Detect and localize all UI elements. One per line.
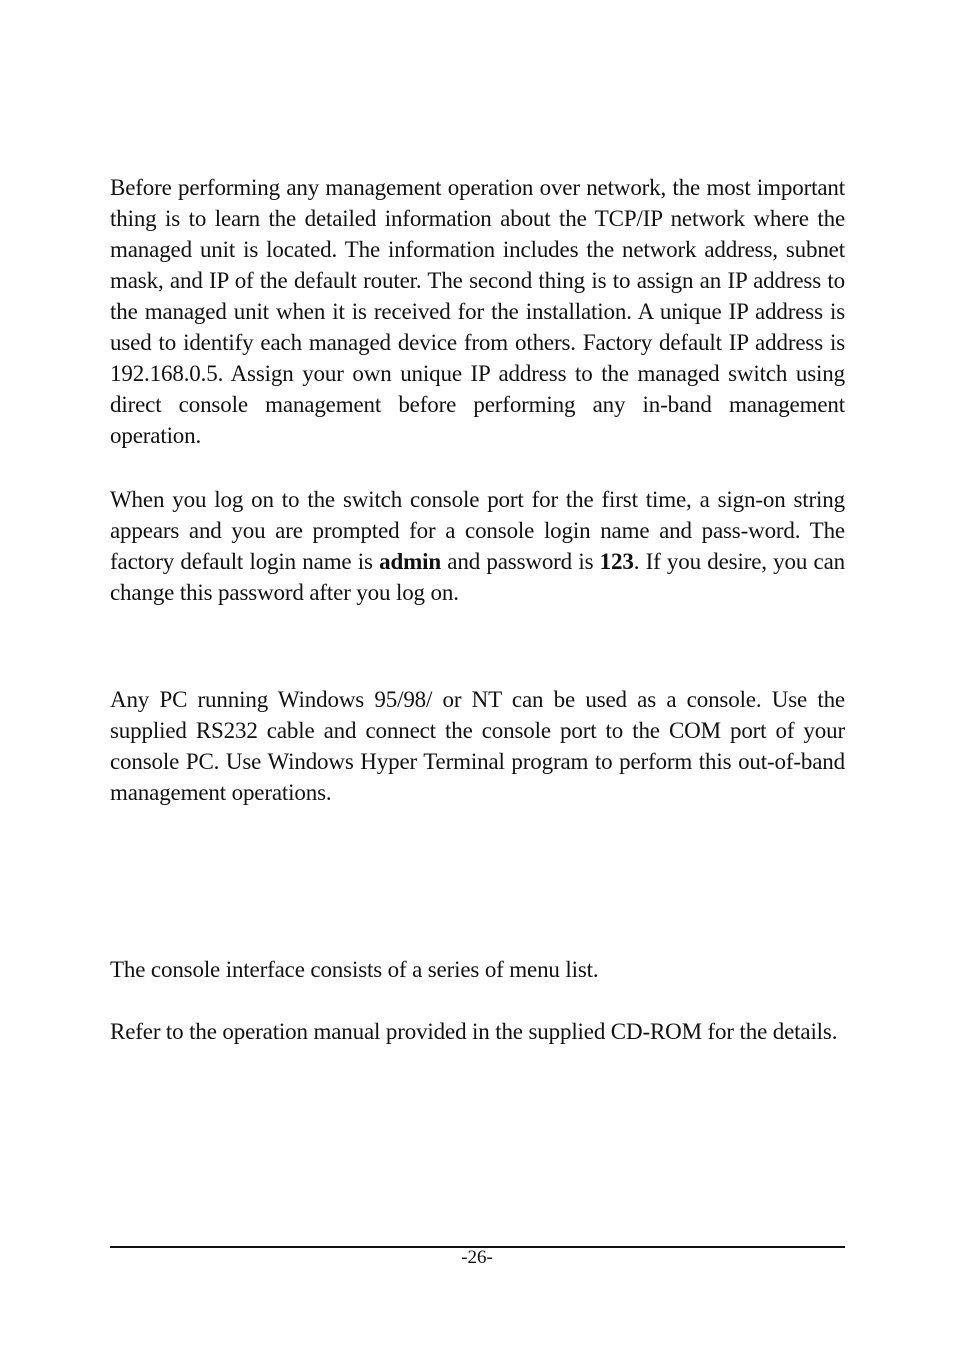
default-password: 123 — [599, 549, 634, 574]
login-text-intro: When you log on to the switch console port for the first time, a sign-on string appears and you are prompted for a console login name and pass-word. The factory default login name is — [110, 487, 845, 574]
paragraph-operation-manual: Refer to the operation manual provided in the supplied CD-ROM for the details. — [110, 1019, 838, 1044]
page-number: -26- — [461, 1247, 493, 1268]
paragraph-console-interface: The console interface consists of a series of menu list. — [110, 957, 599, 982]
login-text-middle: and password is — [441, 549, 600, 574]
paragraph-network-setup: Before performing any management operation over network, the most important thing is to learn the detailed information about the TCP/IP network where the managed unit is located. The information includes the network address, subnet mask, and IP of the default router. The second thing is to assign an IP address to the managed unit when it is received for the installation. A unique IP address is used to identify each managed device from others. Factory default IP address is 192.168.0.5. Assign your own unique IP address to the managed switch using direct console management before performing any in-band management operation. — [110, 175, 845, 448]
login-text-end: . If you desire, you can change this password after you log on. — [110, 549, 845, 605]
paragraph-console-pc: Any PC running Windows 95/98/ or NT can be used as a console. Use the supplied RS232 cable and connect the console port to the COM port of your console PC. Use Windows Hyper Terminal program to perform this out-of-band management operations. — [110, 687, 845, 805]
default-login-name: admin — [379, 549, 442, 574]
paragraph-console-login — [110, 484, 845, 608]
